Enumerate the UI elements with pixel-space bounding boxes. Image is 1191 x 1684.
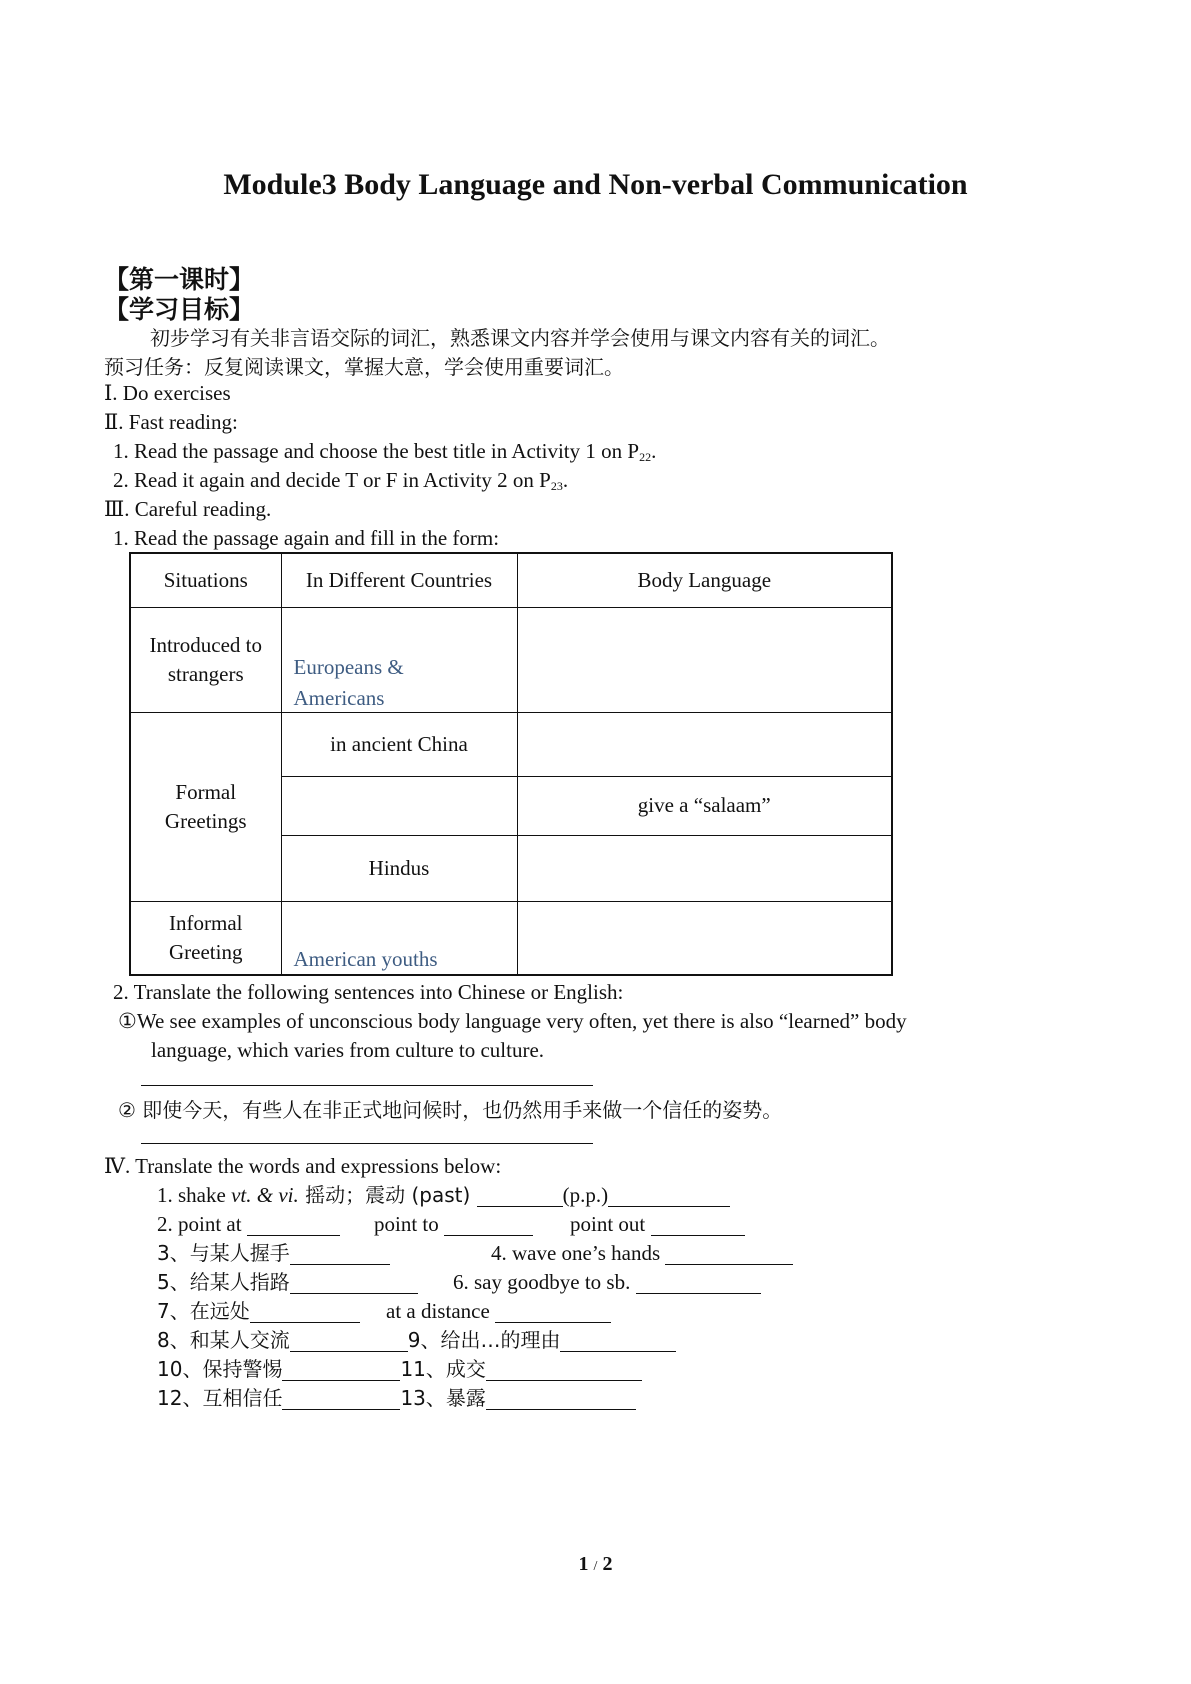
blank-field[interactable]: [290, 1271, 418, 1294]
blank-field[interactable]: [250, 1300, 360, 1323]
country-answer[interactable]: [281, 776, 517, 835]
vocab-text: point to: [374, 1212, 445, 1236]
blank-field[interactable]: [636, 1271, 761, 1294]
cell-line: Introduced to: [149, 632, 263, 657]
vocab-text: 6. say goodbye to sb.: [453, 1270, 636, 1294]
blank-field[interactable]: [608, 1184, 730, 1207]
cell-line: Europeans &: [293, 654, 404, 679]
header-countries: In Different Countries: [281, 553, 517, 607]
sentence-1-line-2: language, which varies from culture to culture.: [151, 1038, 545, 1062]
vocab-text: 2. point at: [157, 1212, 247, 1236]
situation-introduced: [130, 607, 281, 712]
body-language-answer[interactable]: [517, 607, 892, 712]
table-header-row: [130, 553, 892, 607]
page-number: [0, 1553, 1191, 1576]
section-3: Ⅲ. Careful reading.: [104, 497, 272, 521]
vocab-row-7b: [386, 1296, 611, 1326]
vocab-text: 10、保持警惕: [157, 1357, 283, 1381]
cell-line: Formal: [175, 779, 237, 804]
blank-field[interactable]: [651, 1213, 745, 1236]
vocab-row-10: [157, 1354, 642, 1384]
country-hindus: Hindus: [281, 835, 517, 901]
page-separator: /: [593, 1559, 598, 1574]
blank-field[interactable]: [486, 1387, 636, 1410]
page-current: 1: [578, 1553, 589, 1575]
blank-field[interactable]: [444, 1213, 533, 1236]
header-situations: Situations: [130, 553, 281, 607]
section-3-item-2: 2. Translate the following sentences into Chinese or English:: [113, 980, 624, 1004]
section-4: Ⅳ. Translate the words and expressions below:: [104, 1154, 502, 1178]
section-3-item-1: 1. Read the passage again and fill in the form:: [113, 526, 500, 550]
sentence-1-line-1: ①We see examples of unconscious body language very often, yet there is also “learned” body: [118, 1009, 907, 1033]
cell-line: Greeting: [169, 939, 243, 964]
table-row: [130, 712, 892, 776]
table-row: [130, 607, 892, 712]
situation-formal: [130, 712, 281, 901]
vocab-text: 8、和某人交流: [157, 1328, 290, 1352]
body-language-answer[interactable]: [517, 901, 892, 975]
vocab-text: 摇动；震动 (past): [298, 1183, 477, 1207]
vocab-row-12: [157, 1383, 636, 1413]
sentence-2: ② 即使今天，有些人在非正式地问候时，也仍然用手来做一个信任的姿势。: [118, 1098, 783, 1122]
page-title: Module3 Body Language and Non-verbal Communication: [223, 168, 968, 201]
vocab-text: 4. wave one’s hands: [491, 1241, 666, 1265]
section-2-item-1: 1. Read the passage and choose the best title in Activity 1 on $P_{22}$.: [113, 439, 657, 464]
vocab-text: at a distance: [386, 1299, 496, 1323]
blank-field[interactable]: [290, 1242, 390, 1265]
vocab-row-5: [157, 1267, 418, 1297]
vocab-text: point out: [570, 1212, 651, 1236]
vocab-text: 12、互相信任: [157, 1386, 283, 1410]
body-language-salaam: give a “salaam”: [517, 776, 892, 835]
answer-line-1[interactable]: [141, 1085, 593, 1086]
situation-informal: [130, 901, 281, 975]
item-text: 2. Read it again and decide T or F in Activity 2 on P: [113, 468, 551, 492]
vocab-pos: vt. & vi.: [231, 1183, 299, 1207]
goal-heading: 【学习目标】: [104, 295, 255, 324]
vocab-text: 9、给出…的理由: [407, 1328, 561, 1352]
blank-field[interactable]: [282, 1358, 400, 1381]
body-language-answer[interactable]: [517, 835, 892, 901]
vocab-text: 1. shake: [157, 1183, 232, 1207]
page-total: 2: [602, 1553, 613, 1575]
cell-line: Americans: [293, 685, 385, 710]
blank-field[interactable]: [486, 1358, 642, 1381]
vocab-row-4: [491, 1238, 793, 1268]
country-american-youths: [281, 901, 517, 975]
goal-text: 初步学习有关非言语交际的词汇，熟悉课文内容并学会使用与课文内容有关的词汇。: [150, 326, 890, 350]
section-2: Ⅱ. Fast reading:: [104, 410, 238, 434]
blank-field[interactable]: [247, 1213, 340, 1236]
header-body-language: Body Language: [517, 553, 892, 607]
vocab-text: 5、给某人指路: [157, 1270, 290, 1294]
vocab-text: (p.p.): [562, 1183, 609, 1207]
blank-field[interactable]: [560, 1329, 676, 1352]
vocab-row-8: [157, 1325, 676, 1355]
page-subscript: 23: [550, 479, 563, 493]
vocab-row-7: [157, 1296, 360, 1326]
vocab-row-2: [157, 1209, 340, 1239]
vocab-row-1: [157, 1180, 730, 1210]
vocab-text: 13、暴露: [400, 1386, 486, 1410]
country-ancient-china: in ancient China: [281, 712, 517, 776]
cell-line: American youths: [293, 946, 438, 971]
preview-task: 预习任务：反复阅读课文，掌握大意，学会使用重要词汇。: [104, 355, 624, 379]
table-row: [130, 901, 892, 975]
vocab-row-2c: [570, 1209, 745, 1239]
vocab-row-6: [453, 1267, 761, 1297]
vocab-text: 3、与某人握手: [157, 1241, 290, 1265]
blank-field[interactable]: [665, 1242, 793, 1265]
page-subscript: 22: [639, 450, 652, 464]
cell-line: Greetings: [164, 808, 247, 833]
section-2-item-2: 2. Read it again and decide T or F in Activity 2 on $P_{23}$.: [113, 468, 569, 493]
vocab-row-3: [157, 1238, 390, 1268]
fill-in-table: [129, 552, 893, 976]
item-text: 1. Read the passage and choose the best title in Activity 1 on P: [113, 439, 640, 463]
cell-line: strangers: [167, 661, 244, 686]
answer-line-2[interactable]: [141, 1143, 593, 1144]
body-language-answer[interactable]: [517, 712, 892, 776]
blank-field[interactable]: [290, 1329, 408, 1352]
blank-field[interactable]: [477, 1184, 563, 1207]
section-1: Ⅰ. Do exercises: [104, 381, 231, 405]
vocab-text: 7、在远处: [157, 1299, 250, 1323]
vocab-text: 11、成交: [400, 1357, 486, 1381]
country-europeans: [281, 607, 517, 712]
period-heading: 【第一课时】: [104, 265, 255, 294]
blank-field[interactable]: [282, 1387, 400, 1410]
vocab-row-2b: [374, 1209, 533, 1239]
blank-field[interactable]: [495, 1300, 611, 1323]
cell-line: Informal: [169, 910, 243, 935]
